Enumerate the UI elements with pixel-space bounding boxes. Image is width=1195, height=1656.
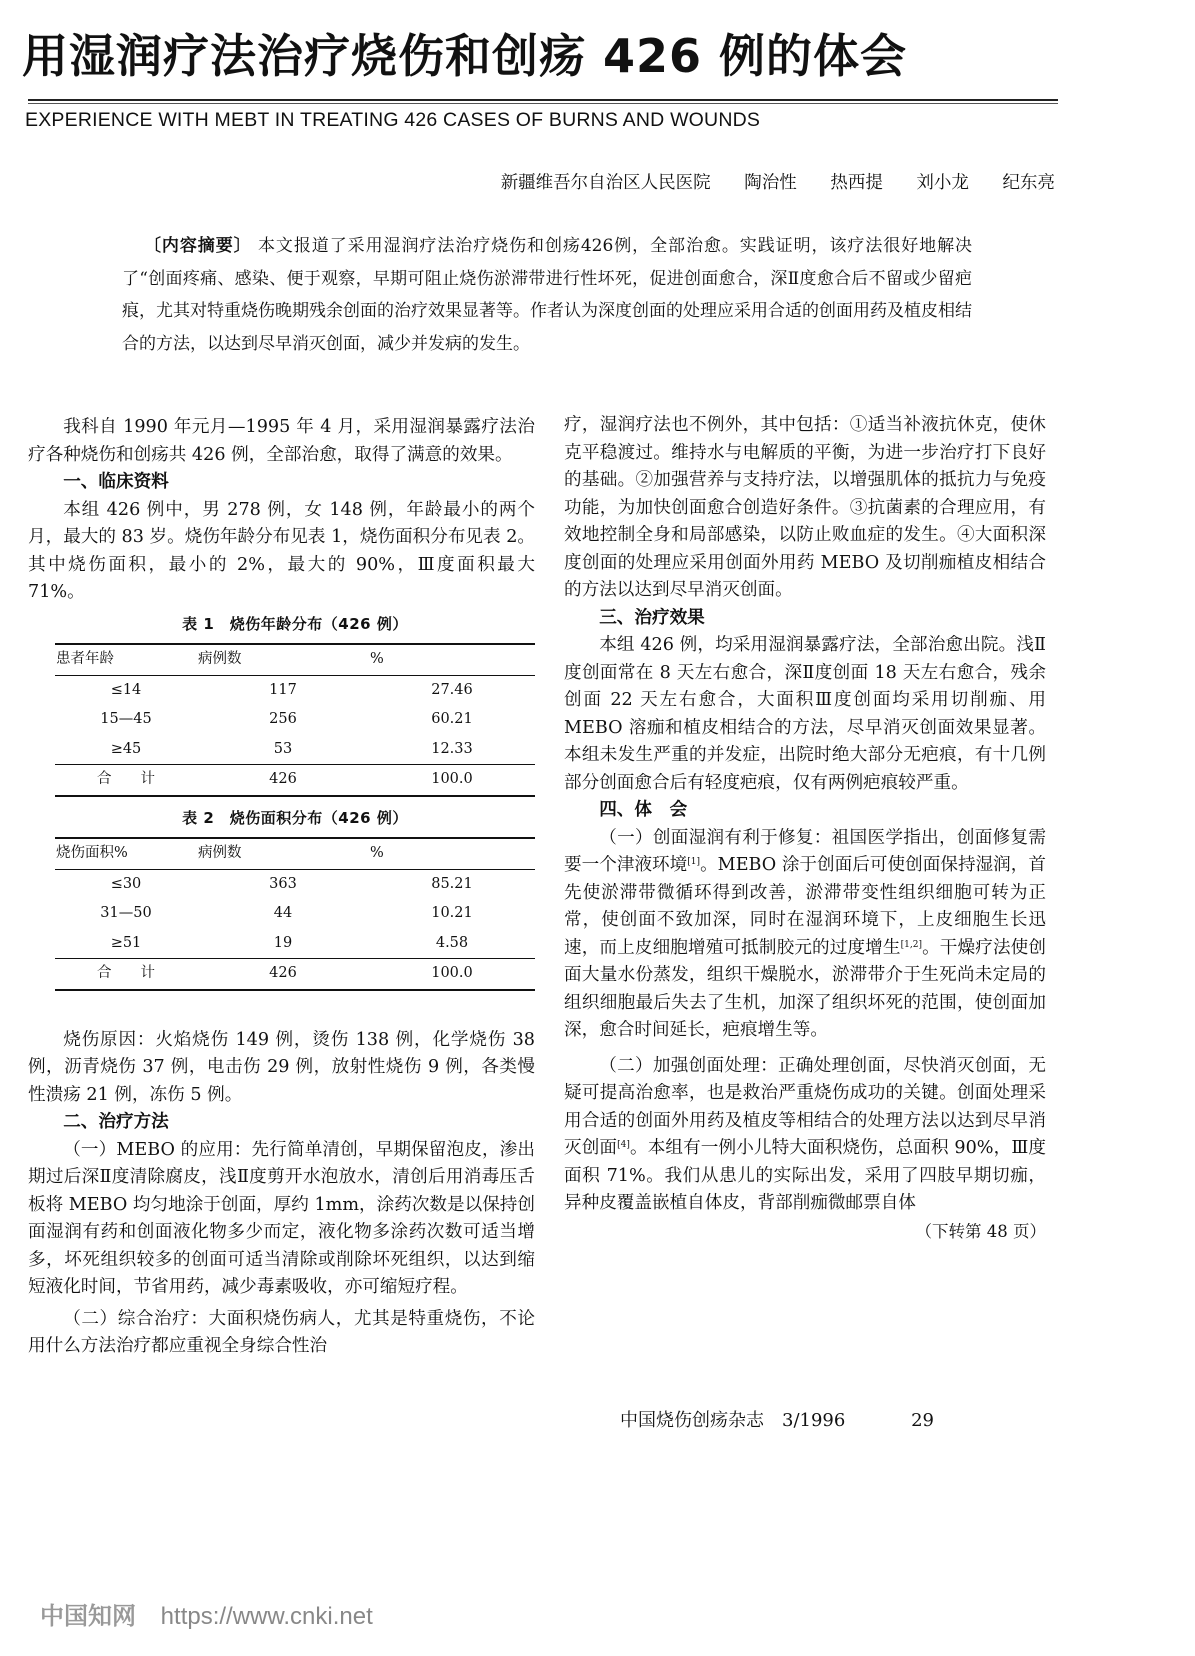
table-cell: 44 — [273, 905, 293, 921]
author-line — [501, 169, 1055, 194]
section-heading-clinical: 一、临床资料 — [63, 472, 169, 492]
table-cell: 100.0 — [369, 765, 535, 796]
burn-causes-paragraph: 烧伤原因：火焰烧伤 149 例，烫伤 138 例，化学烧伤 38 例，沥青烧伤 37 例，电击伤 29 例，放射性烧伤 9 例，各类慢性溃疡 21 例，冻伤 5 例。 — [28, 1029, 535, 1105]
table-header: 病例数 — [197, 644, 369, 675]
table-cell: ≥45 — [110, 740, 142, 757]
page-number: 29 — [911, 1410, 934, 1431]
right-column — [564, 412, 1046, 1245]
citation: [4] — [617, 1140, 630, 1150]
author-name: 纪东亮 — [1002, 173, 1055, 193]
table-row — [55, 735, 535, 765]
table-total-row — [55, 959, 535, 990]
table-row — [55, 869, 535, 899]
table-cell: 合 计 — [55, 765, 197, 796]
table-row — [55, 899, 535, 929]
section-heading-results: 三、治疗效果 — [599, 607, 705, 628]
table-cell: 合 计 — [55, 959, 197, 990]
author-name: 刘小龙 — [916, 173, 969, 193]
table-cell: 12.33 — [431, 740, 473, 757]
table-header: 病例数 — [197, 838, 369, 869]
section-heading-treatment: 二、治疗方法 — [63, 1112, 169, 1132]
author-affiliation: 新疆维吾尔自治区人民医院 — [500, 173, 711, 193]
author-name: 热西提 — [830, 173, 883, 193]
table-cell: ≥51 — [110, 934, 142, 951]
text-run: 。干燥疗法使创面大量水份蒸发，组织干燥脱水，淤滞带介于生死尚未定局的组织细胞最后失去了生机，加深了组织坏死的范围，使创面加深，愈合时间延长，疤痕增生等。 — [564, 937, 1046, 1040]
table-total-row — [55, 765, 535, 796]
table-header: % — [369, 644, 535, 675]
abstract-text: 本文报道了采用湿润疗法治疗烧伤和创疡426例，全部治愈。实践证明，该疗法很好地解决了“创面疼痛、感染、便于观察，早期可阻止烧伤淤滞带进行性坏死，促进创面愈合，深Ⅱ度愈合后不留或少留疤痕，尤其对特重烧伤晚期残余创面的治疗效果显著等。作者认为深度创面的处理应采用合适的创面用药及植皮相结合的方法，以达到尽早消灭创面，减少并发病的发生。 — [122, 236, 973, 354]
author-name: 陶治性 — [744, 173, 797, 193]
paper-title: 用湿润疗法治疗烧伤和创疡 426 例的体会 — [22, 29, 908, 83]
title-rule-thin — [28, 103, 1058, 104]
watermark-name: 中国知网 — [40, 1603, 136, 1630]
table-cell: 10.21 — [431, 905, 473, 921]
section-heading-experience: 四、体 会 — [599, 800, 688, 820]
table-caption: 表 1 烧伤年龄分布（426 例） — [182, 614, 408, 633]
table-cell: 31—50 — [100, 905, 152, 921]
wound-management-paragraph — [564, 1053, 1046, 1218]
watermark-url: https://www.cnki.net — [160, 1603, 373, 1630]
abstract — [122, 230, 972, 360]
mebo-paragraph: （一）MEBO 的应用：先行简单清创，早期保留泡皮，渗出期过后深Ⅱ度清除腐皮，浅Ⅱ度剪开水泡放水，清创后用消毒压舌板将 MEBO 均匀地涂于创面，厚约 1mm，涂药次数是以保持创面湿润有药和创面液化物多少而定，液化物多涂药次数可适当增多，坏死组织较多的创面可适当清除或削除坏死组织，以达到缩短液化时间，节省用药，减少毒素吸收，亦可缩短疗程。 — [28, 1139, 535, 1297]
table-row — [55, 705, 535, 735]
citation: [1] — [687, 857, 701, 867]
table-age-distribution — [55, 611, 535, 797]
abstract-label: 〔内容摘要〕 — [144, 236, 252, 256]
text-run: 。MEBO 涂于创面后可使创面保持湿润，首先使淤滞带微循环得到改善，淤滞带变性组织细胞可转为正常，使创面不致加深，同时在湿润环境下，上皮细胞生长迅速，而上皮细胞增殖可抵制胶元的过度增生 — [564, 855, 1046, 958]
table-cell: 426 — [197, 959, 369, 990]
citation: [1,2] — [900, 939, 922, 950]
table-cell: 15—45 — [100, 711, 152, 727]
page-footer — [620, 1406, 934, 1432]
journal-name: 中国烧伤创疡杂志 3/1996 — [620, 1410, 846, 1431]
intro-paragraph: 我科自 1990 年元月—1995 年 4 月，采用湿润暴露疗法治疗各种烧伤和创疡共 426 例，全部治愈，取得了满意的效果。 — [28, 417, 535, 465]
table-caption: 表 2 烧伤面积分布（426 例） — [182, 808, 408, 827]
table-cell: 85.21 — [431, 875, 473, 892]
table-row — [55, 929, 535, 959]
table-cell: 27.46 — [431, 681, 473, 698]
table-cell: 426 — [197, 765, 369, 796]
table-cell: 117 — [269, 681, 297, 698]
moist-healing-paragraph — [564, 825, 1046, 1045]
table-cell: 4.58 — [435, 934, 469, 951]
table-cell: 53 — [273, 740, 293, 757]
table-cell: 100.0 — [369, 959, 535, 990]
continuation-paragraph: 疗，湿润疗法也不例外，其中包括：①适当补液抗休克，使休克平稳渡过。维持水与电解质的平衡，为进一步治疗打下良好的基础。②加强营养与支持疗法，以增强肌体的抵抗力与免疫功能，为加快创面愈合创造好条件。③抗菌素的合理应用，有效地控制全身和局部感染，以防止败血症的发生。④大面积深度创面的处理应采用创面外用药 MEBO 及切削痂植皮相结合的方法以达到尽早消灭创面。 — [564, 415, 1046, 600]
left-column — [28, 414, 535, 1361]
table-header: 患者年龄 — [55, 644, 197, 675]
english-title: EXPERIENCE WITH MEBT IN TREATING 426 CASES OF BURNS AND WOUNDS — [25, 109, 761, 131]
watermark — [40, 1596, 373, 1631]
continued-note: （下转第 48 页） — [915, 1221, 1046, 1241]
table-area-distribution — [55, 805, 535, 991]
text-run: （一）创面湿润有利于修复：祖国医学指出，创面修复需要一个津液环境 — [564, 827, 1046, 875]
title-rule — [28, 99, 1058, 101]
text-run: （二）加强创面处理：正确处理创面，尽快消灭创面，无疑可提高治愈率，也是救治严重烧伤成功的关键。创面处理采用合适的创面外用药及植皮等相结合的处理方法以达到尽早消灭创面 — [564, 1055, 1046, 1158]
table-header: 烧伤面积% — [55, 838, 197, 869]
table-cell: 19 — [273, 934, 293, 951]
table-header: % — [369, 838, 535, 869]
table-cell: ≤30 — [110, 875, 142, 892]
table-cell: 256 — [269, 711, 297, 727]
comprehensive-paragraph: （二）综合治疗：大面积烧伤病人，尤其是特重烧伤，不论用什么方法治疗都应重视全身综合性治 — [28, 1308, 535, 1356]
clinical-paragraph: 本组 426 例中，男 278 例，女 148 例，年龄最小的两个月，最大的 83 岁。烧伤年龄分布见表 1，烧伤面积分布见表 2。其中烧伤面积，最小的 2%，最大的 90%，Ⅲ度面积最大 71%。 — [28, 499, 535, 602]
results-paragraph: 本组 426 例，均采用湿润暴露疗法，全部治愈出院。浅Ⅱ度创面常在 8 天左右愈合，深Ⅱ度创面 18 天左右愈合，残余创面 22 天左右愈合，大面积Ⅲ度创面均采用切削痂、用 MEBO 溶痂和植皮相结合的方法，尽早消灭创面效果显著。本组未发生严重的并发症，出院时绝大部分无疤痕，有十几例部分创面愈合后有轻度疤痕，仅有两例疤痕较严重。 — [564, 635, 1046, 793]
table-cell: 60.21 — [431, 711, 473, 727]
table-cell: 363 — [269, 875, 297, 892]
text-run: 。本组有一例小儿特大面积烧伤，总面积 90%，Ⅲ度面积 71%。我们从患儿的实际出发，采用了四肢早期切痂，异种皮覆盖嵌植自体皮，背部削痂微邮票自体 — [564, 1138, 1046, 1213]
table-cell: ≤14 — [110, 681, 142, 698]
table-row — [55, 675, 535, 705]
